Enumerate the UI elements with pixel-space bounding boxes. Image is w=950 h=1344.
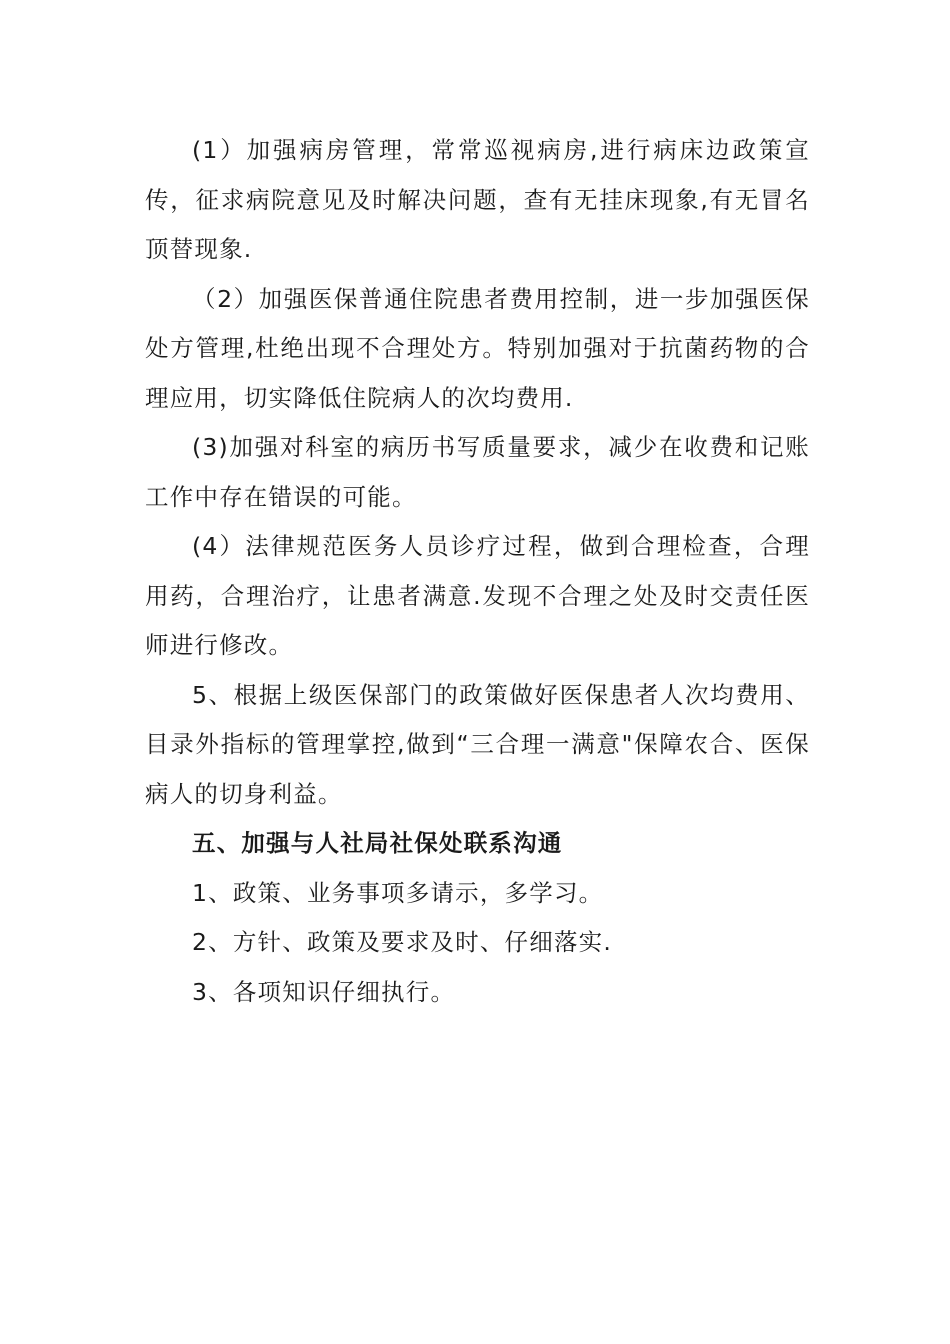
list-item-3: 3、各项知识仔细执行。 (192, 977, 456, 1006)
document-body (145, 126, 810, 1017)
list-item-1: 1、政策、业务事项多请示，多学习。 (192, 878, 604, 907)
paragraph-treatment-standards: (4）法律规范医务人员诊疗过程，做到合理检查，合理用药，合理治疗，让患者满意.发现不合理之处及时交责任医师进行修改。 (145, 532, 810, 659)
paragraph-policy-compliance: 5、根据上级医保部门的政策做好医保患者人次均费用、目录外指标的管理掌控,做到“三合理一满意"保障农合、医保病人的切身利益。 (145, 680, 810, 808)
section-heading-five: 五、加强与人社局社保处联系沟通 (192, 829, 563, 857)
paragraph-cost-control: （2）加强医保普通住院患者费用控制，进一步加强医保处方管理,杜绝出现不合理处方。特别加强对于抗菌药物的合理应用，切实降低住院病人的次均费用. (145, 284, 810, 412)
paragraph-ward-management: (1）加强病房管理，常常巡视病房,进行病床边政策宣传，征求病院意见及时解决问题，查有无挂床现象,有无冒名顶替现象. (145, 136, 810, 263)
paragraph-medical-records: (3)加强对科室的病历书写质量要求，减少在收费和记账工作中存在错误的可能。 (145, 433, 810, 511)
list-item-2: 2、方针、政策及要求及时、仔细落实. (192, 928, 613, 956)
